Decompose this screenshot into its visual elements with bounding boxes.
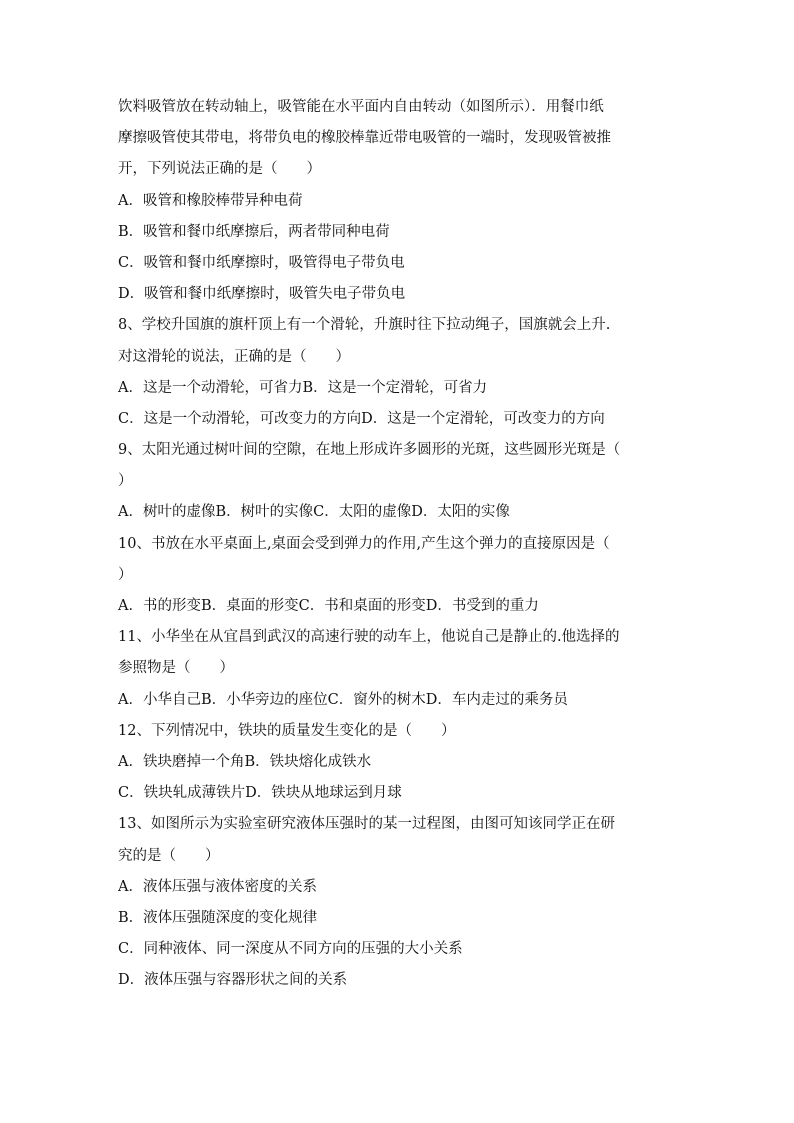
q9-stem-line-1: 9、太阳光通过树叶间的空隙，在地上形成许多圆形的光斑，这些圆形光斑是（ bbox=[118, 442, 621, 459]
q12-options-cd: C．铁块轧成薄铁片D．铁块从地球运到月球 bbox=[118, 785, 402, 802]
q7-option-c: C．吸管和餐巾纸摩擦时，吸管得电子带负电 bbox=[118, 254, 405, 271]
q10-stem-line-2: ） bbox=[118, 566, 133, 583]
q7-option-d: D．吸管和餐巾纸摩擦时，吸管失电子带负电 bbox=[118, 286, 406, 303]
q13-stem-line-2: 究的是（ ） bbox=[118, 847, 220, 864]
q11-options: A．小华自己B．小华旁边的座位C．窗外的树木D．车内走过的乘务员 bbox=[118, 691, 568, 708]
q7-option-b: B．吸管和餐巾纸摩擦后，两者带同种电荷 bbox=[118, 223, 390, 240]
q7-stem-line-2: 摩擦吸管使其带电，将带负电的橡胶棒靠近带电吸管的一端时，发现吸管被推 bbox=[118, 130, 611, 147]
q9-stem-line-2: ） bbox=[118, 473, 133, 490]
q8-stem-line-2: 对这滑轮的说法，正确的是（ ） bbox=[118, 348, 350, 365]
q8-options-ab: A．这是一个动滑轮，可省力B．这是一个定滑轮，可省力 bbox=[118, 379, 488, 396]
q12-stem: 12、下列情况中，铁块的质量发生变化的是（ ） bbox=[118, 722, 456, 739]
document-page bbox=[118, 92, 678, 996]
q7-option-a: A．吸管和橡胶棒带异种电荷 bbox=[118, 192, 303, 209]
q13-option-c: C．同种液体、同一深度从不同方向的压强的大小关系 bbox=[118, 941, 463, 958]
q13-option-b: B．液体压强随深度的变化规律 bbox=[118, 909, 318, 926]
q13-option-a: A．液体压强与液体密度的关系 bbox=[118, 878, 317, 895]
q7-stem-line-3: 开，下列说法正确的是（ ） bbox=[118, 161, 321, 178]
q10-stem-line-1: 10、书放在水平桌面上,桌面会受到弹力的作用,产生这个弹力的直接原因是（ bbox=[118, 535, 610, 552]
q9-options: A．树叶的虚像B．树叶的实像C．太阳的虚像D．太阳的实像 bbox=[118, 504, 510, 521]
q8-options-cd: C．这是一个动滑轮，可改变力的方向D．这是一个定滑轮，可改变力的方向 bbox=[118, 410, 605, 427]
q11-stem-line-1: 11、小华坐在从宜昌到武汉的高速行驶的动车上，他说自己是静止的.他选择的 bbox=[118, 629, 620, 646]
q12-options-ab: A．铁块磨掉一个角B．铁块熔化成铁水 bbox=[118, 753, 372, 770]
q13-stem-line-1: 13、如图所示为实验室研究液体压强时的某一过程图，由图可知该同学正在研 bbox=[118, 816, 615, 833]
q7-stem-line-1: 饮料吸管放在转动轴上，吸管能在水平面内自由转动（如图所示）．用餐巾纸 bbox=[118, 99, 604, 115]
q8-stem-line-1: 8、学校升国旗的旗杆顶上有一个滑轮，升旗时往下拉动绳子，国旗就会上升. bbox=[118, 317, 611, 334]
q10-options: A．书的形变B．桌面的形变C．书和桌面的形变D．书受到的重力 bbox=[118, 598, 539, 614]
q11-stem-line-2: 参照物是（ ） bbox=[118, 660, 234, 677]
q13-option-d: D．液体压强与容器形状之间的关系 bbox=[118, 972, 348, 989]
